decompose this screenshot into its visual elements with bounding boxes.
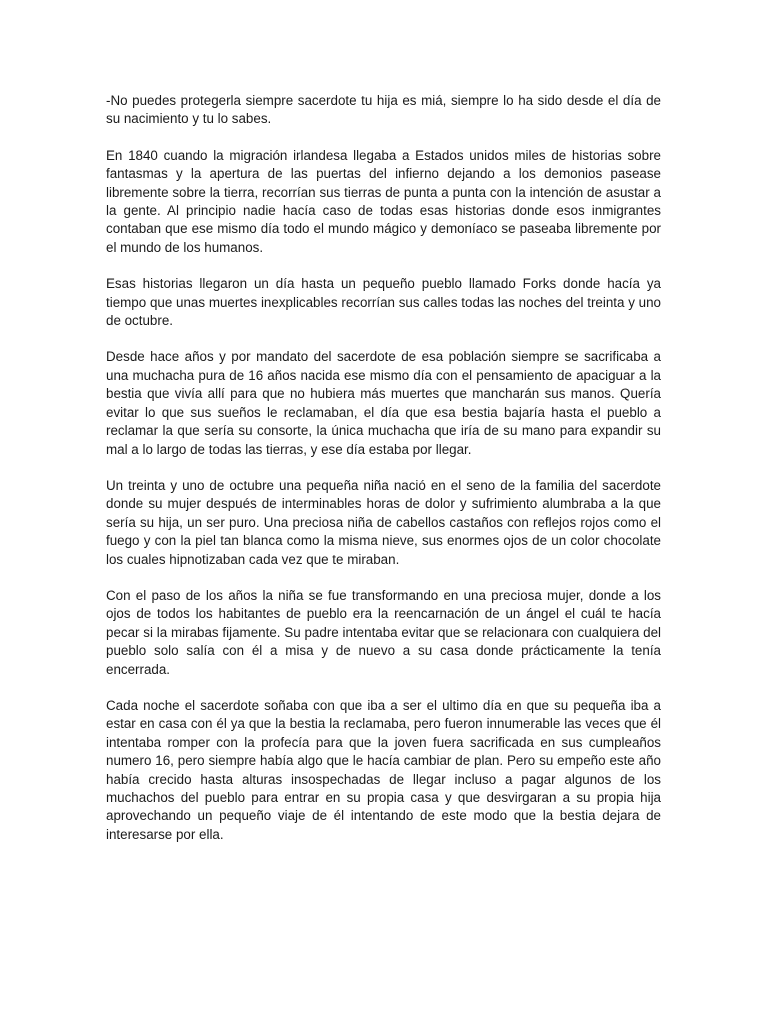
document-page [106,92,661,862]
paragraph: -No puedes protegerla siempre sacerdote tu hija es miá, siempre lo ha sido desde el día de su nacimiento y tu lo sabes. [106,93,661,127]
paragraph: En 1840 cuando la migración irlandesa llegaba a Estados unidos miles de historias sobre fantasmas y la apertura de las puertas del infierno dejando a los demonios pasease libremente sobre la tierra, recorrían sus tierras de punta a punta con la intención de asustar a la gente. Al principio nadie hacía caso de todas esas historias donde esos inmigrantes contaban que ese mismo día todo el mundo mágico y demoníaco se paseaba libremente por el mundo de los humanos. [106,147,661,255]
paragraph: Esas historias llegaron un día hasta un pequeño pueblo llamado Forks donde hacía ya tiempo que unas muertes inexplicables recorrían sus calles todas las noches del treinta y uno de octubre. [106,276,661,329]
paragraph: Desde hace años y por mandato del sacerdote de esa población siempre se sacrificaba a una muchacha pura de 16 años nacida ese mismo día con el pensamiento de apaciguar a la bestia que vivía allí para que no hubiera más muertes que mancharán sus manos. Quería evitar lo que sus sueños le reclamaban, el día que esa bestia bajaría hasta el pueblo a reclamar la que sería su consorte, la única muchacha que iría de su mano para expandir su mal a lo largo de todas las tierras, y ese día estaba por llegar. [106,349,661,457]
paragraph: Un treinta y uno de octubre una pequeña niña nació en el seno de la familia del sacerdote donde su mujer después de interminables horas de dolor y sufrimiento alumbraba a la que sería su hija, un ser puro. Una preciosa niña de cabellos castaños con reflejos rojos como el fuego y con la piel tan blanca como la misma nieve, sus enormes ojos de un color chocolate los cuales hipnotizaban cada vez que te miraban. [106,477,661,567]
paragraph: Cada noche el sacerdote soñaba con que iba a ser el ultimo día en que su pequeña iba a estar en casa con él ya que la bestia la reclamaba, pero fueron innumerable las veces que él intentaba romper con la profecía para que la joven fuera sacrificada en sus cumpleaños numero 16, pero siempre había algo que le hacía cambiar de plan. Pero su empeño este año había crecido hasta alturas insospechadas de llegar incluso a pagar algunos de los muchachos del pueblo para entrar en su propia casa y que desvirgaran a su propia hija aprovechando un pequeño viaje de él intentando de este modo que la bestia dejara de interesarse por ella. [106,697,661,842]
paragraph: Con el paso de los años la niña se fue transformando en una preciosa mujer, donde a los ojos de todos los habitantes de pueblo era la reencarnación de un ángel el cuál te hacía pecar si la mirabas fijamente. Su padre intentaba evitar que se relacionara con cualquiera del pueblo solo salía con él a misa y de nuevo a su casa donde prácticamente la tenía encerrada. [106,587,661,677]
